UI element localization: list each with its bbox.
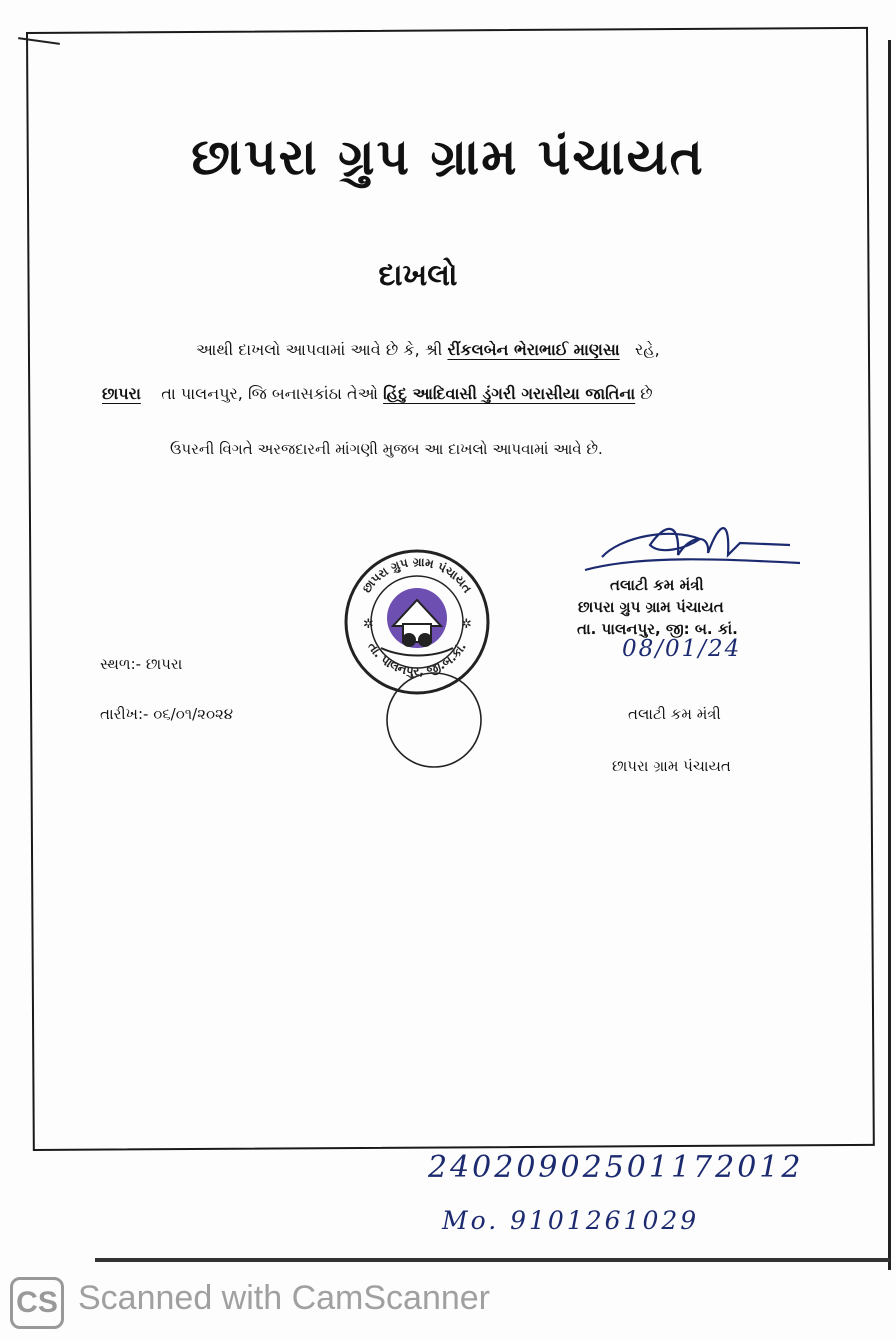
handwritten-mobile: Mo. 9101261029 bbox=[442, 1206, 700, 1235]
certificate-heading: દાખલો bbox=[378, 258, 458, 293]
camscanner-logo-icon: CS bbox=[10, 1277, 64, 1329]
signature-date: 08/01/24 bbox=[622, 636, 742, 662]
camscanner-watermark bbox=[10, 1275, 530, 1331]
handwritten-number: 24020902501172012 bbox=[428, 1150, 804, 1185]
svg-text:✲: ✲ bbox=[363, 617, 374, 632]
page-edge-right bbox=[888, 40, 891, 1270]
applicant-caste: હિંદુ આદિવાસી ડુંગરી ગરાસીયા જાતિના bbox=[383, 384, 636, 403]
seal-top-text: છાપરા ગ્રુપ ગ્રામ પંચાયત bbox=[359, 554, 475, 596]
stamp-designation: તલાટી કમ મંત્રી bbox=[610, 576, 704, 594]
seal-bottom-text: તા. પાલનપુર, જી.બ.કાં. bbox=[365, 639, 469, 679]
camscanner-text: Scanned with CamScanner bbox=[78, 1279, 491, 1317]
applicant-name: રીંકલબેન ભેરાભાઈ માણસા bbox=[447, 340, 620, 359]
signature-drawing bbox=[580, 515, 805, 577]
place-label: સ્થળ:- છાપરા bbox=[100, 655, 183, 673]
stamp-address: તા. પાલનપુર, જી: બ. કાં. bbox=[577, 620, 738, 638]
page-edge-bottom bbox=[95, 1258, 890, 1262]
office-label: છાપરા ગ્રામ પંચાયત bbox=[612, 757, 731, 775]
svg-text:✲: ✲ bbox=[461, 617, 472, 632]
panchayat-title: છાપરા ગ્રુપ ગ્રામ પંચાયત bbox=[191, 128, 705, 186]
designation-label: તલાટી કમ મંત્રી bbox=[628, 705, 721, 723]
body-line-1 bbox=[196, 340, 660, 360]
body-line-2-suffix: છે bbox=[640, 384, 653, 403]
body-line-3: ઉપરની વિગતે અરજદારની માંગણી મુજબ આ દાખલો આપવામાં આવે છે. bbox=[170, 440, 603, 458]
empty-circle-mark bbox=[384, 670, 484, 770]
body-line-2 bbox=[102, 384, 653, 404]
body-line-1-prefix: આથી દાખલો આપવામાં આવે છે કે, શ્રી bbox=[196, 340, 443, 359]
body-line-2-middle: તા પાલનપુર, જિ બનાસકાંઠા તેઓ bbox=[161, 384, 378, 403]
stamp-office: છાપરા ગ્રુપ ગ્રામ પંચાયત bbox=[578, 598, 724, 616]
date-label: તારીખ:- ૦૬/૦૧/૨૦૨૪ bbox=[100, 705, 234, 723]
applicant-village: છાપરા bbox=[102, 384, 141, 403]
body-line-1-suffix: રહે, bbox=[634, 340, 660, 359]
